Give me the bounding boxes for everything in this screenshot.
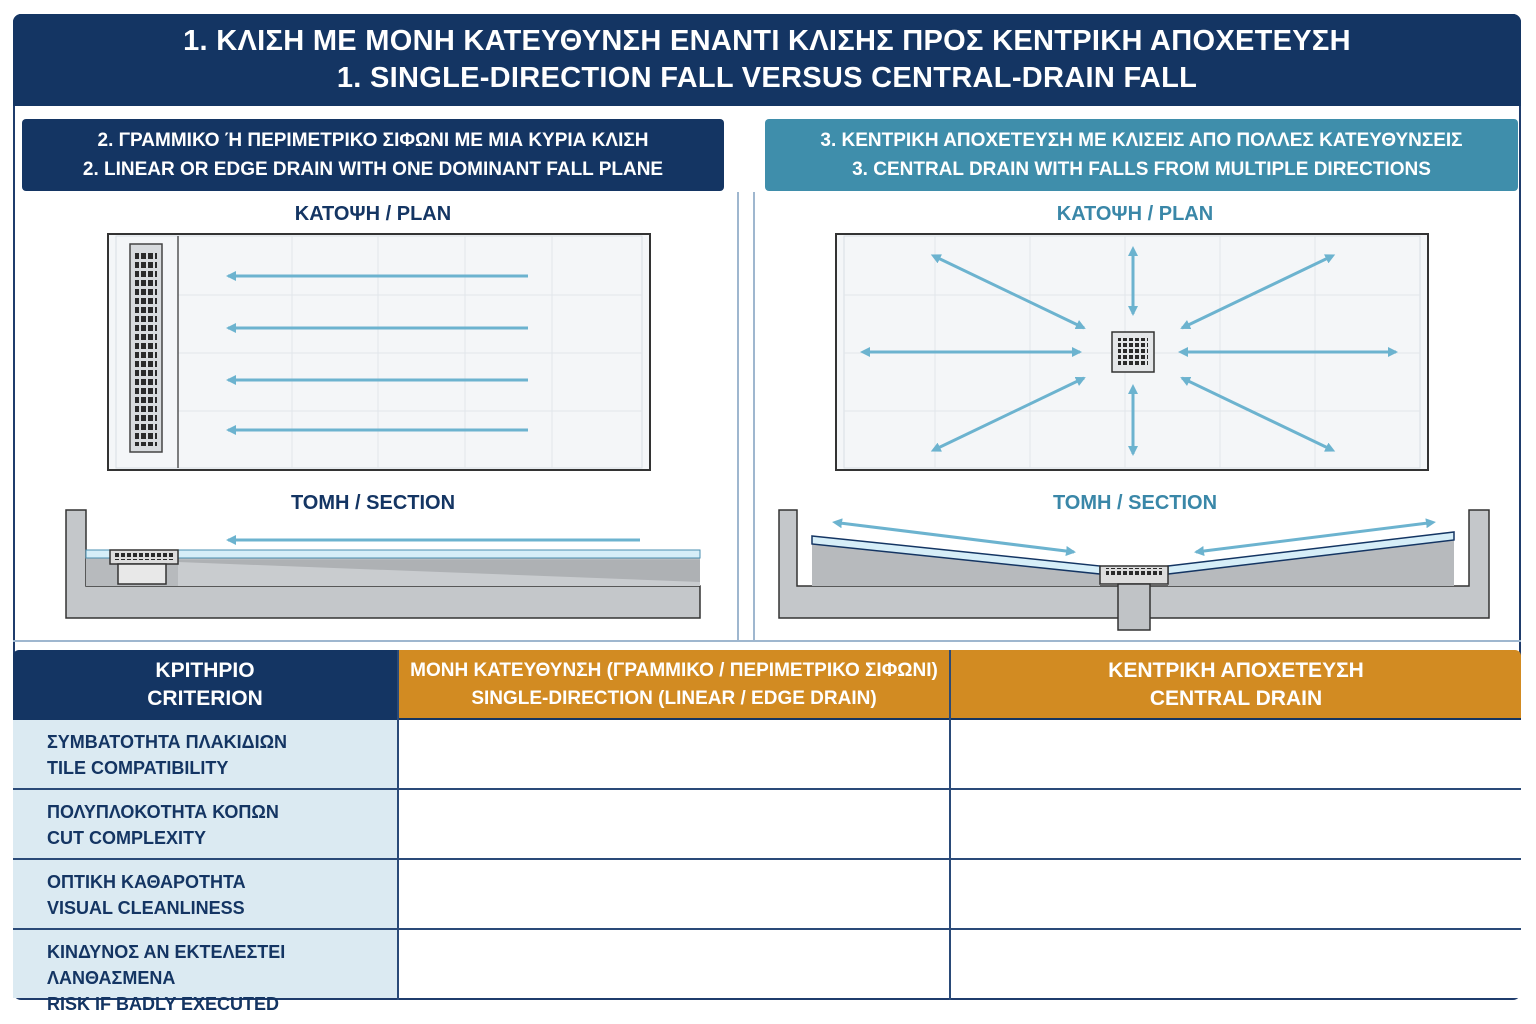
- criterion-greek: ΣΥΜΒΑΤΟΤΗΤΑ ΠΛΑΚΙΔΙΩΝ: [47, 732, 288, 752]
- header-criterion-english: CRITERION: [147, 687, 263, 710]
- criterion-cell: [13, 720, 397, 788]
- table-row: [13, 930, 1521, 1014]
- single-direction-cell: [399, 860, 949, 928]
- column-divider: [397, 650, 399, 1000]
- header-criterion: [13, 650, 397, 718]
- header-single-direction-greek: ΜΟΝΗ ΚΑΤΕΥΘΥΝΣΗ (ΓΡΑΜΜΙΚΟ / ΠΕΡΙΜΕΤΡΙΚΟ ΣΙΦΩΝΙ): [410, 660, 938, 681]
- criterion-cell: [13, 930, 397, 1014]
- header-central-drain: [951, 650, 1521, 718]
- table-row: [13, 720, 1521, 788]
- header-single-direction: [399, 650, 949, 718]
- main-title-english: 1. SINGLE-DIRECTION FALL VERSUS CENTRAL-DRAIN FALL: [336, 62, 1198, 94]
- central-drain-cell: [951, 930, 1521, 998]
- header-criterion-greek: ΚΡΙΤΗΡΙΟ: [155, 659, 255, 682]
- left-panel-title-english: 2. LINEAR OR EDGE DRAIN WITH ONE DOMINANT FALL PLANE: [82, 159, 664, 180]
- column-divider: [949, 650, 951, 1000]
- right-section-diagram: [779, 510, 1489, 630]
- criterion-english: CUT COMPLEXITY: [47, 828, 207, 848]
- right-plan-diagram: [836, 234, 1428, 470]
- criterion-greek: ΟΠΤΙΚΗ ΚΑΘΑΡΟΤΗΤΑ: [47, 872, 246, 892]
- left-plan-diagram: [108, 234, 650, 470]
- header-central-drain-greek: ΚΕΝΤΡΙΚΗ ΑΠΟΧΕΤΕΥΣΗ: [1108, 659, 1364, 682]
- single-direction-cell: [399, 930, 949, 998]
- table-row: [13, 790, 1521, 858]
- criterion-english: VISUAL CLEANLINESS: [47, 898, 245, 918]
- single-direction-cell: [399, 720, 949, 788]
- left-section-label: ΤΟΜΗ / SECTION: [290, 492, 456, 514]
- criterion-cell: [13, 860, 397, 928]
- central-drain-cell: [951, 720, 1521, 788]
- criterion-cell: [13, 790, 397, 858]
- criterion-greek: ΠΟΛΥΠΛΟΚΟΤΗΤΑ ΚΟΠΩΝ: [47, 802, 279, 822]
- criterion-english: TILE COMPATIBILITY: [47, 758, 229, 778]
- right-panel-title-english: 3. CENTRAL DRAIN WITH FALLS FROM MULTIPLE DIRECTIONS: [852, 159, 1431, 180]
- left-section-diagram: [66, 510, 700, 618]
- single-direction-cell: [399, 790, 949, 858]
- table-row: [13, 860, 1521, 928]
- central-drain-cell: [951, 860, 1521, 928]
- central-drain-cell: [951, 790, 1521, 858]
- left-panel-title-greek: 2. ΓΡΑΜΜΙΚΟ Ή ΠΕΡΙΜΕΤΡΙΚΟ ΣΙΦΩΝΙ ΜΕ ΜΙΑ ΚΥΡΙΑ ΚΛΙΣΗ: [97, 130, 649, 151]
- left-plan-label: ΚΑΤΟΨΗ / PLAN: [294, 203, 452, 225]
- header-central-drain-english: CENTRAL DRAIN: [1149, 687, 1323, 710]
- right-panel-title-greek: 3. ΚΕΝΤΡΙΚΗ ΑΠΟΧΕΤΕΥΣΗ ΜΕ ΚΛΙΣΕΙΣ ΑΠΟ ΠΟΛΛΕΣ ΚΑΤΕΥΘΥΝΣΕΙΣ: [820, 130, 1463, 151]
- header-single-direction-english: SINGLE-DIRECTION (LINEAR / EDGE DRAIN): [471, 688, 877, 709]
- criterion-greek: ΚΙΝΔΥΝΟΣ ΑΝ ΕΚΤΕΛΕΣΤΕΙ ΛΑΝΘΑΣΜΕΝΑ: [47, 942, 286, 988]
- main-title-greek: 1. ΚΛΙΣΗ ΜΕ ΜΟΝΗ ΚΑΤΕΥΘΥΝΣΗ ΕΝΑΝΤΙ ΚΛΙΣΗΣ ΠΡΟΣ ΚΕΝΤΡΙΚΗ ΑΠΟΧΕΤΕΥΣΗ: [183, 25, 1351, 57]
- criterion-english: RISK IF BADLY EXECUTED: [47, 994, 280, 1014]
- right-section-label: ΤΟΜΗ / SECTION: [1052, 492, 1218, 514]
- right-plan-label: ΚΑΤΟΨΗ / PLAN: [1056, 203, 1214, 225]
